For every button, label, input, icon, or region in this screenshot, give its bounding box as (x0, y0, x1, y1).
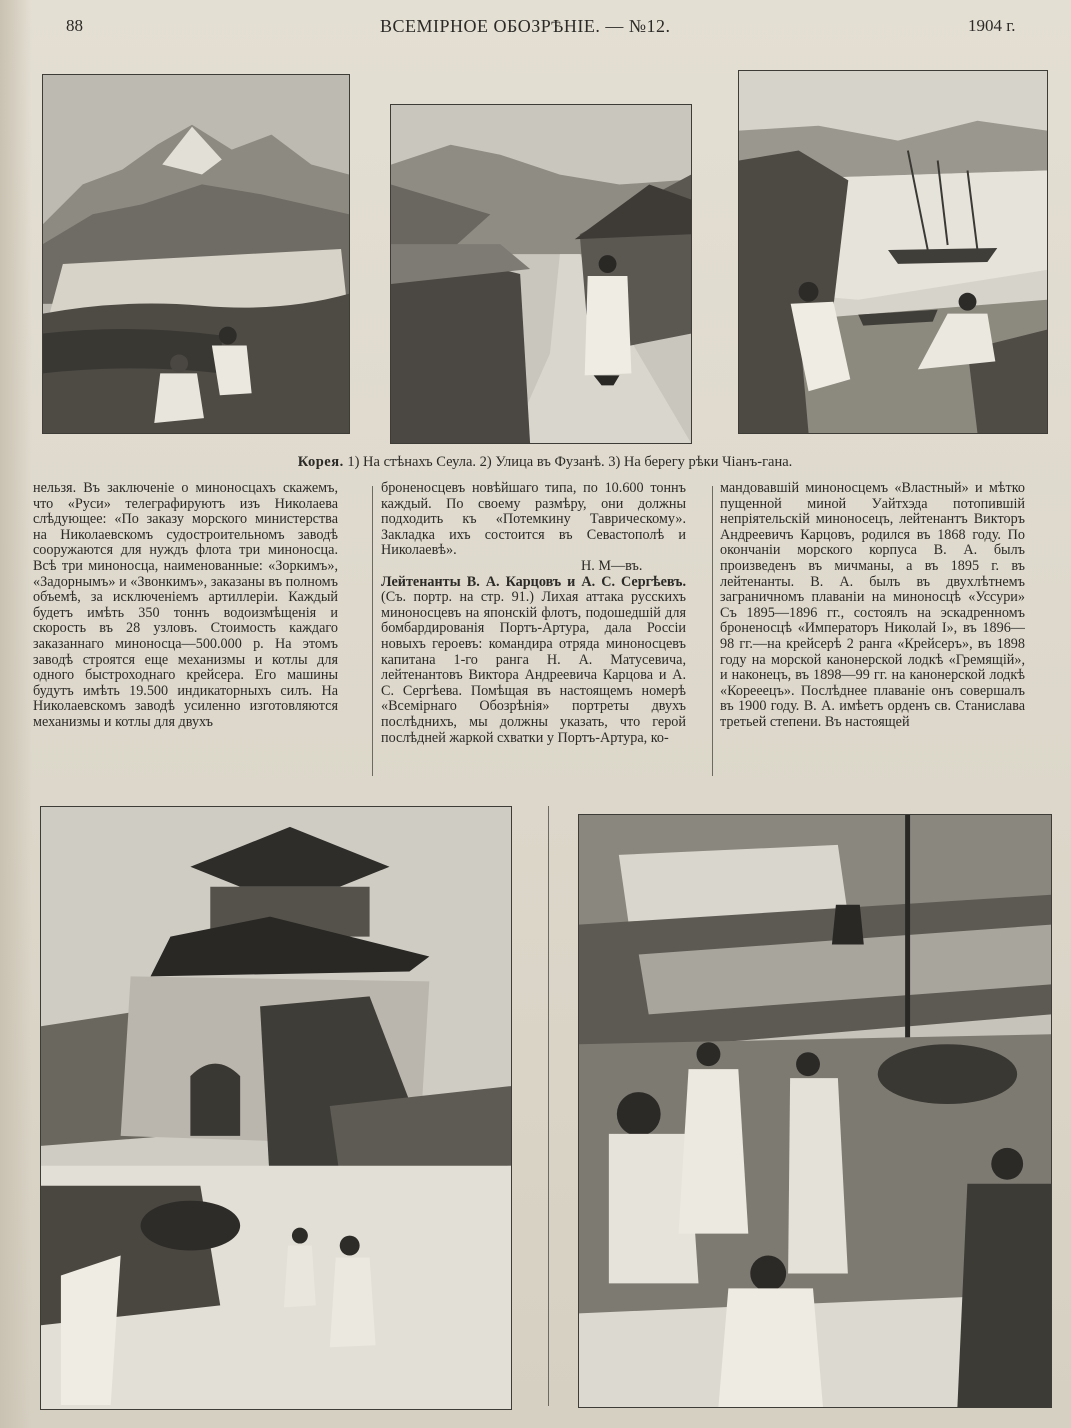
page-number: 88 (66, 16, 83, 35)
photo-seoul-walls (42, 74, 350, 434)
column-1-text: нельзя. Въ заключенiе о миноносцахъ скажемъ, что «Руси» телеграфируютъ изъ Николаева слѣдующее: «По заказу морского министерства на Николаевскомъ судостроительномъ заводѣ сооружаются для нуждъ флота три миноносца. Всѣ три миноносца, наименованные: «Зоркимъ», «Задорнымъ» и «Звонкимъ», заказаны въ полномъ объемѣ, за исключенiемъ артиллерiи. Каждый будетъ имѣть 350 тоннъ водоизмѣщенiя и скорость въ 28 узловъ. Стоимость каждаго заказаннаго миноносца—500.000 р. На этомъ заводѣ строятся еще механизмы и котлы для одного быстроходнаго крейсера. Его машины будутъ имѣть 19.500 индикаторныхъ силъ. На Николаевскомъ заводѣ усиленно изготовляются механизмы и котлы для двухъ (33, 481, 338, 730)
text-column-1 (33, 481, 338, 781)
photo-street-crowd (578, 814, 1052, 1408)
photo-caption (0, 454, 1071, 471)
author-initials: Н. М—въ. (581, 557, 643, 574)
issue-year: 1904 г. (968, 16, 1016, 35)
section-body: (Съ. портр. на стр. 91.) Лихая аттака русскихъ миноносцевъ на японскiй флотъ, подошедшiй для бомбардированiя Портъ-Артура, дала Россiи новыхъ героевъ: командира отряда миноносцевъ капитана 1-го ранга Н. А. Матусевича, лейтенантовъ Виктора Андреевича Карцова и А. С. Сергѣева. Помѣщая въ настоящемъ номерѣ «Всемiрнаго Обозрѣнiя» портреты двухъ послѣднихъ, мы должны указать, что герой послѣдней жаркой схватки у Портъ-Артура, ко- (381, 589, 686, 746)
column-2-section (381, 575, 686, 747)
caption-country: Корея. (297, 454, 344, 470)
caption-items: 1) На стѣнахъ Сеула. 2) Улица въ Фузанѣ. 3) На берегу рѣки Чiанъ-гана. (347, 454, 793, 470)
photo-rule (548, 806, 549, 1406)
column-rule-1 (372, 486, 373, 776)
photo-fusan-street (390, 104, 692, 444)
section-heading: Лейтенанты В. А. Карцовъ и А. С. Сергѣевъ. (381, 573, 686, 590)
column-rule-2 (712, 486, 713, 776)
photo-city-gate (40, 806, 512, 1410)
page-header (0, 12, 1071, 40)
text-column-3 (720, 481, 1025, 781)
photo-river-bank (738, 70, 1048, 434)
column-3-text: мандовавшiй миноносцемъ «Властный» и мѣтко пущенной миной Уайтхэда потопившiй непрiятельскiй миноносецъ, лейтенантъ Викторъ Андреевичъ Карцовъ, родился въ 1868 году. По окончанiи морского корпуса В. А. былъ произведенъ въ мичманы, а въ 1895 г. въ лейтенанты. В. А. былъ въ двухлѣтнемъ заграничномъ плаванiи на миноносцѣ «Уссури» Съ 1895—1896 гг., состоялъ на эскадренномъ броненосцѣ «Императоръ Николай I», въ 1896—98 гг.—на крейсерѣ 2 ранга «Крейсеръ», въ 1898 году на морской канонерской лодкѣ «Гремящiй», и наконецъ, въ 1898—99 гг. на канонерской лодкѣ «Корееецъ». Послѣднее плаванiе онъ совершалъ въ 1900 году. В. А. имѣетъ орденъ св. Станислава третьей степени. Въ настоящей (720, 481, 1025, 730)
column-2-intro: броненосцевъ новѣйшаго типа, по 10.600 тоннъ каждый. По своему размѣру, они должны подходить къ «Потемкину Таврическому». Закладка ихъ состоится въ Севастополѣ и Николаевѣ». (381, 481, 686, 559)
journal-title: ВСЕМIРНОЕ ОБОЗРѢНIЕ. — №12. (380, 16, 671, 36)
text-column-2 (381, 481, 686, 781)
